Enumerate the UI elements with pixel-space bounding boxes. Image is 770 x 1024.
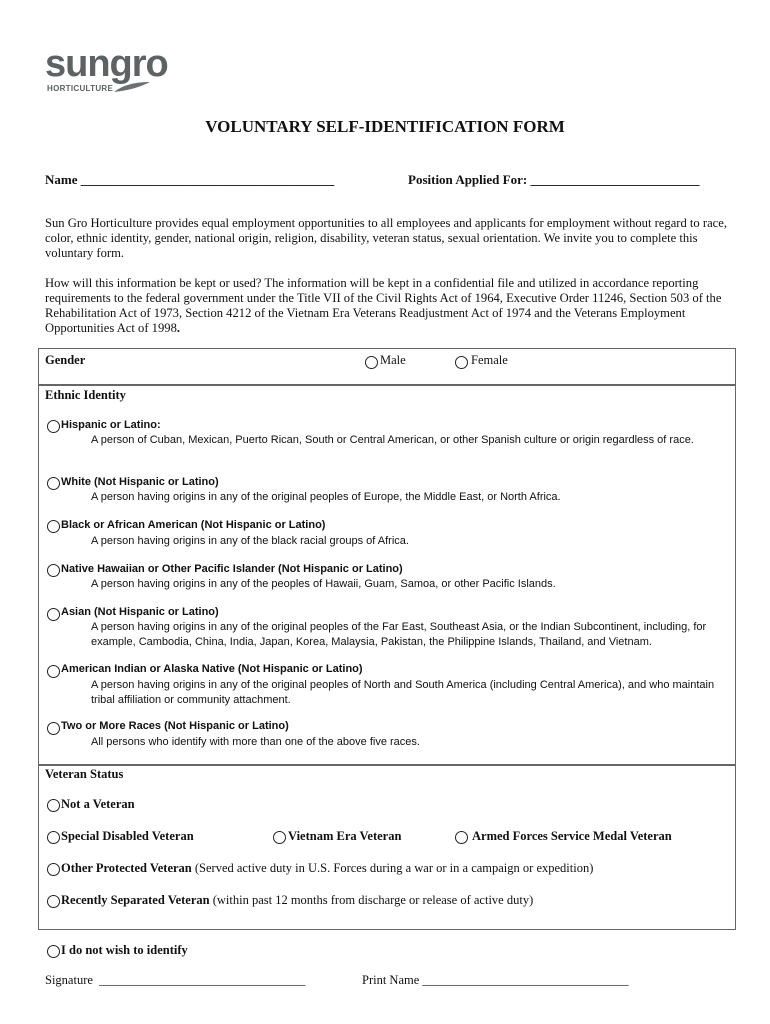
veteran-label: Veteran Status	[45, 767, 124, 781]
ethnic-option-desc: A person having origins in any of the original peoples of Europe, the Middle East, or North Africa.	[91, 491, 561, 503]
ethnic-option-desc: A person having origins in any of the peoples of Hawaii, Guam, Samoa, or other Pacific Islands.	[91, 578, 556, 590]
position-field[interactable]	[408, 172, 699, 188]
vietnam-era-text: Vietnam Era Veteran	[288, 829, 402, 843]
gender-label: Gender	[45, 353, 86, 367]
ethnic-option-desc: A person of Cuban, Mexican, Puerto Rican, South or Central American, or other Spanish culture or origin regardless of race.	[91, 434, 694, 446]
decline-label	[61, 943, 188, 958]
usage-paragraph	[45, 276, 735, 336]
gender-male-label: Male	[380, 353, 406, 367]
logo-subtitle: HORTICULTURE	[47, 84, 114, 93]
not-veteran-radio[interactable]	[47, 799, 60, 812]
special-disabled-text: Special Disabled Veteran	[61, 829, 194, 843]
recently-separated-label	[61, 893, 533, 908]
vietnam-era-radio[interactable]	[273, 831, 286, 844]
usage-text: How will this information be kept or used? The information will be kept in a confidential file and utilized in accordance reporting requirements to the federal government under the Title VII of the Civil Rights Act of 1964, Executive Order 11246, Section 503 of the Rehabilitation Act of 1973, Section 4212 of the Vietnam Era Veterans Readjustment Act of 1974 and the Veterans Employment Opportunities Act of 1998	[45, 276, 722, 335]
ethnic-option-title: Hispanic or Latino:	[61, 419, 161, 431]
print-name-field[interactable]	[362, 973, 629, 988]
gender-male-radio[interactable]	[365, 356, 378, 369]
logo-wordmark: sungro	[45, 43, 168, 85]
ethnic-option-title: Black or African American (Not Hispanic or Latino)	[61, 519, 326, 531]
ethnic-radio[interactable]	[47, 665, 60, 678]
leaf-swoosh-icon	[112, 80, 152, 94]
other-protected-note: (Served active duty in U.S. Forces during a war or in a campaign or expedition)	[191, 861, 594, 875]
armed-forces-text: Armed Forces Service Medal Veteran	[472, 829, 672, 843]
print-name-label: Print Name	[362, 973, 420, 987]
decline-radio[interactable]	[47, 945, 60, 958]
not-veteran-label	[61, 797, 135, 812]
ethnic-option-title: Two or More Races (Not Hispanic or Latino)	[61, 720, 289, 732]
not-veteran-text: Not a Veteran	[61, 797, 135, 811]
ethnic-radio[interactable]	[47, 420, 60, 433]
ethnic-radio[interactable]	[47, 722, 60, 735]
signature-label: Signature	[45, 973, 93, 987]
ethnic-radio[interactable]	[47, 564, 60, 577]
position-label: Position Applied For:	[408, 172, 528, 187]
ethnic-option-desc: A person having origins in any of the original peoples of North and South America (including Central America), and who maintain tribal affiliation or community attachment.	[91, 679, 715, 706]
ethnic-option-title: Asian (Not Hispanic or Latino)	[61, 606, 219, 618]
recently-separated-text: Recently Separated Veteran	[61, 893, 210, 907]
other-protected-radio[interactable]	[47, 863, 60, 876]
other-protected-text: Other Protected Veteran	[61, 861, 192, 875]
other-protected-label	[61, 861, 593, 876]
ethnic-radio[interactable]	[47, 477, 60, 490]
gender-female-radio[interactable]	[455, 356, 468, 369]
ethnic-option-desc: All persons who identify with more than one of the above five races.	[91, 736, 420, 748]
ethnic-option-desc: A person having origins in any of the black racial groups of Africa.	[91, 535, 409, 547]
armed-forces-label	[472, 829, 672, 844]
name-line: _______________________________________	[80, 172, 335, 187]
ethnic-option-title: American Indian or Alaska Native (Not Hispanic or Latino)	[61, 663, 363, 675]
intro-paragraph: Sun Gro Horticulture provides equal employment opportunities to all employees and applicants for employment without regard to race, color, ethnic identity, gender, national origin, religion, disability, veteran status, sexual orientation. We invite you to complete this voluntary form.	[45, 216, 727, 260]
ethnic-radio[interactable]	[47, 520, 60, 533]
usage-period: .	[176, 321, 181, 335]
special-disabled-label	[61, 829, 194, 844]
gender-female-label: Female	[471, 353, 508, 367]
page-title: VOLUNTARY SELF-IDENTIFICATION FORM	[205, 117, 565, 136]
name-field[interactable]	[45, 172, 334, 188]
ethnic-label: Ethnic Identity	[45, 388, 126, 402]
position-line: __________________________	[530, 172, 700, 187]
ethnic-option-desc: A person having origins in any of the original peoples of the Far East, Southeast Asia, or the Indian Subcontinent, including, for example, Cambodia, China, India, Japan, Korea, Malaysia, Pakistan, the Philippine Islands, Thailand, and Vietnam.	[91, 621, 707, 648]
recently-separated-note: (within past 12 months from discharge or release of active duty)	[209, 893, 534, 907]
recently-separated-radio[interactable]	[47, 895, 60, 908]
ethnic-radio[interactable]	[47, 608, 60, 621]
print-name-line: _________________________________	[422, 973, 629, 987]
signature-line: _________________________________	[99, 973, 306, 987]
decline-text: I do not wish to identify	[61, 943, 188, 957]
name-label: Name	[45, 172, 78, 187]
vietnam-era-label	[288, 829, 401, 844]
armed-forces-radio[interactable]	[455, 831, 468, 844]
signature-field[interactable]	[45, 973, 305, 988]
special-disabled-radio[interactable]	[47, 831, 60, 844]
ethnic-option-title: White (Not Hispanic or Latino)	[61, 476, 219, 488]
ethnic-option-title: Native Hawaiian or Other Pacific Islander (Not Hispanic or Latino)	[61, 563, 403, 575]
